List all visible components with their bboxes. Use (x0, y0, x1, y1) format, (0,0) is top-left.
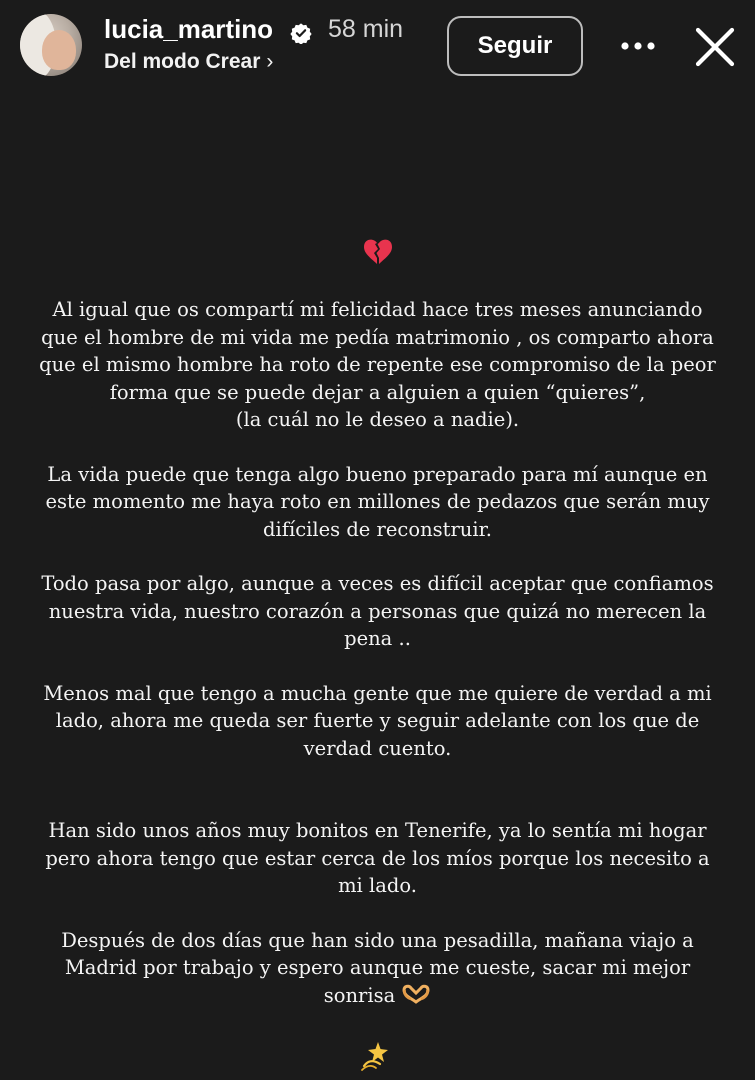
verified-badge-icon (290, 22, 312, 44)
story-time-ago: 58 min (328, 15, 404, 43)
broken-heart-emoji (20, 230, 735, 274)
close-icon[interactable] (690, 22, 740, 72)
story-paragraph: Al igual que os compartí mi felicidad hace tres meses anunciando que el hombre de mi vida me pedía matrimonio , os comparto ahora que el mismo hombre ha roto de repente ese compromiso de la peor forma que se puede dejar a alguien a quien “quieres”, (la cuál no le deseo a nadie). (39, 298, 716, 431)
story-paragraph-text: Después de dos días que han sido una pesadilla, mañana viajo a Madrid por trabajo y espero aunque me cueste, sacar mi mejor sonrisa (61, 928, 694, 1007)
follow-button[interactable]: Seguir (447, 16, 583, 76)
chevron-right-icon: › (266, 50, 274, 73)
story-paragraph: Todo pasa por algo, aunque a veces es difícil aceptar que confiamos nuestra vida, nuestro corazón a personas que quizá no merecen la pena .. (41, 572, 714, 650)
story-paragraph-last (20, 927, 735, 1010)
create-mode-label: Del modo Crear (104, 50, 261, 73)
more-options-button[interactable] (614, 24, 662, 68)
create-mode-link[interactable] (104, 50, 273, 74)
avatar-face (42, 30, 76, 70)
story-paragraph: La vida puede que tenga algo bueno preparado para mí aunque en este momento me haya roto en millones de pedazos que serán muy difíciles de reconstruir. (45, 462, 710, 541)
username[interactable]: lucia_martino (104, 14, 274, 44)
heart-hands-icon (401, 984, 431, 1004)
story-header (0, 0, 755, 95)
avatar[interactable] (20, 14, 82, 76)
story-text (20, 230, 735, 1009)
broken-heart-icon (363, 238, 393, 266)
more-options-icon (620, 41, 656, 51)
dizzy-sparkle-icon (360, 1038, 394, 1072)
story-paragraph: Han sido unos años muy bonitos en Tenerife, ya lo sentía mi hogar pero ahora tengo que estar cerca de los míos porque los necesito a mi lado. (45, 819, 710, 897)
story-paragraph: Menos mal que tengo a mucha gente que me quiere de verdad a mi lado, ahora me queda ser fuerte y seguir adelante con los que de verdad cuento. (43, 681, 712, 760)
